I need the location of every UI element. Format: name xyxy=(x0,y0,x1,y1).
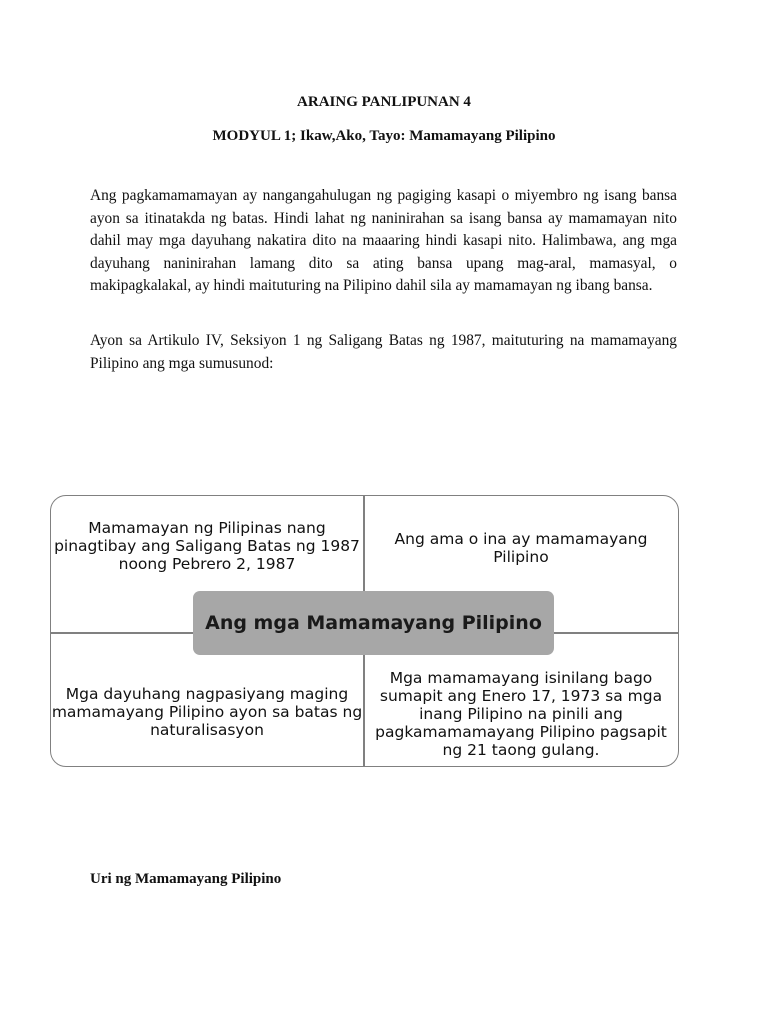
diagram-quadrant-top-right: Ang ama o ina ay mamamayang Pilipino xyxy=(394,530,648,566)
module-subtitle: MODYUL 1; Ikaw,Ako, Tayo: Mamamayang Pilipino xyxy=(212,128,556,144)
document-title: ARAING PANLIPUNAN 4 xyxy=(297,94,471,110)
intro-paragraph: Ang pagkamamamayan ay nangangahulugan ng pagiging kasapi o miyembro ng isang bansa ayon sa itinatakda ng batas. Hindi lahat ng naninirahan sa isang bansa ay mamamayan nito dahil may mga dayuhang nakatira dito na maaaring hindi kasapi nito. Halimbawa, ang mga dayuhang naninirahan lamang dito sa ating bansa upang mag-aral, mamasyal, o makipagkalakal, ay hindi maituturing na Pilipino dahil sila ay mamamayan ng ibang bansa. xyxy=(90,187,677,294)
diagram-quadrant-bottom-left: Mga dayuhang nagpasiyang maging mamamayang Pilipino ayon sa batas ng naturalisasyon xyxy=(51,685,363,739)
diagram-center-label: Ang mga Mamamayang Pilipino xyxy=(193,591,554,655)
article-paragraph: Ayon sa Artikulo IV, Seksiyon 1 ng Saligang Batas ng 1987, maituturing na mamamayang Pilipino ang mga sumusunod: xyxy=(90,332,677,372)
diagram-quadrant-bottom-right: Mga mamamayang isinilang bago sumapit ang Enero 17, 1973 sa mga inang Pilipino na pinili ang pagkamamamayang Pilipino pagsapit ng 21 taong gulang. xyxy=(375,668,667,759)
section-heading: Uri ng Mamamayang Pilipino xyxy=(90,871,282,887)
citizenship-diagram xyxy=(50,495,679,767)
diagram-quadrant-top-left: Mamamayan ng Pilipinas nang pinagtibay ang Saligang Batas ng 1987 noong Pebrero 2, 1987 xyxy=(54,519,360,573)
